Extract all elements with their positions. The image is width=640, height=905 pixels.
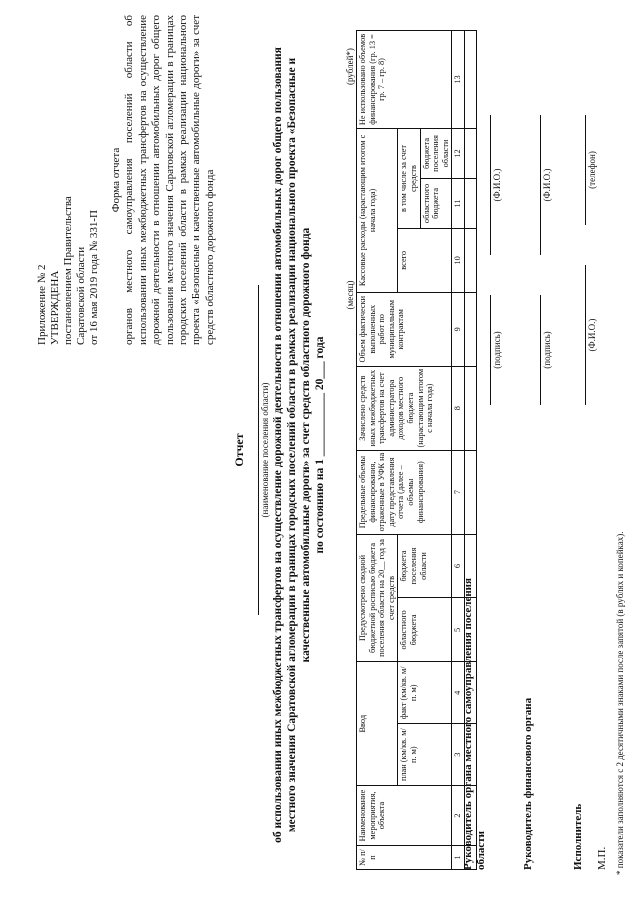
col-header-plan: план (км/кв. м/ п. м) — [398, 724, 452, 786]
footnote: * показатели заполняются с 2 десятичными знаками после запятой (в рублях и копейках). — [615, 531, 625, 875]
col-header-limits: Предельные объемы финансирования, отраженные в УФК на дату представления отчета (далее – объемы финансирования) — [357, 450, 452, 534]
col-num: 13 — [452, 31, 465, 129]
col-header-cash-obl: областного бюджета — [420, 178, 452, 228]
executor-fio-caption: (Ф.И.О.) — [587, 318, 597, 352]
col-header-budget-pos: бюджета поселения области — [398, 534, 452, 598]
month-caption: (месяц) — [345, 280, 355, 310]
col-num: 6 — [452, 534, 465, 598]
settlement-name-line — [258, 285, 259, 615]
col-header-credited: Зачислено средств иных межбюджетных трансфертов на счет администратора доходов местного бюджета (нарастающим итогом с начала года) — [357, 366, 452, 450]
fin-signature-line — [540, 295, 541, 405]
col-num: 5 — [452, 598, 465, 662]
report-title: Отчет — [232, 433, 246, 467]
approval-line: постановлением Правительства — [62, 196, 74, 345]
appendix-number: Приложение № 2 — [36, 264, 48, 345]
form-title-block — [110, 15, 217, 345]
col-header-budget-obl: областного бюджета — [398, 598, 452, 662]
col-header-volume: Объем фактически выполненных работ по муниципальным контрактам — [357, 292, 452, 366]
col-num: 10 — [452, 228, 465, 292]
col-num: 2 — [452, 786, 465, 846]
col-header-no: № п/п — [357, 846, 452, 870]
approval-line: от 16 мая 2019 года № 331-П — [88, 210, 100, 345]
units-label: (рублей*) — [345, 48, 355, 85]
col-num: 7 — [452, 450, 465, 534]
report-date-line: по состоянию на 1 ___________ 20___ года — [314, 336, 326, 554]
approved-label: УТВЕРЖДЕНА — [49, 270, 61, 345]
col-num: 3 — [452, 724, 465, 786]
col-num: 1 — [452, 846, 465, 870]
executor-title: Исполнитель — [572, 803, 584, 870]
col-header-cash: Кассовые расходы (нарастающим итогом с начала года) — [357, 128, 398, 292]
form-title-heading: Форма отчета — [110, 147, 122, 213]
col-num: 11 — [452, 178, 465, 228]
executor-fio-line — [585, 265, 586, 405]
col-num: 4 — [452, 662, 465, 724]
fin-fio-caption: (Ф.И.О.) — [542, 168, 552, 202]
head-signature-caption: (подпись) — [492, 331, 502, 369]
executor-phone-caption: (телефон) — [587, 151, 597, 189]
col-header-name: Наименование мероприятия, объекта — [357, 786, 452, 846]
col-header-fact: факт (км/кв. м/ п. м) — [398, 662, 452, 724]
report-table — [356, 30, 477, 870]
report-main-text: об использовании иных межбюджетных трансфертов на осуществление дорожной деятельности в отношении автомобильных дорог общего пользования местного значения Саратовской агломерации в границах городских поселений области в рамках реализации национального проекта «Безопасные и качественные автомобильные дороги» за счет средств областного дорожного фонда — [272, 47, 312, 843]
col-num: 9 — [452, 292, 465, 366]
fin-signature-caption: (подпись) — [542, 331, 552, 369]
col-num: 12 — [452, 128, 465, 178]
col-header-unused: Не использовано объемов финансирования (гр. 13 = гр. 7 – гр. 8) — [357, 31, 452, 129]
col-header-cash-pos: бюджета поселения области — [420, 128, 452, 178]
report-main-title — [271, 25, 327, 865]
col-header-budget: Предусмотрено сводной бюджетной росписью бюджета поселения области на 20__ год за счет средств — [357, 534, 398, 662]
fin-signature-title: Руководитель финансового органа — [522, 697, 534, 870]
form-title-body: органов местного самоуправления поселений области об использовании иных межбюджетных трансфертов на осуществление дорожной деятельности в отношении автомобильных дорог общего пользования местного значения Саратовской агломерации в границах городских поселений области в рамках реализации национального проекта «Безопасные и качественные автомобильные дороги» за счет средств областного дорожного фонда — [123, 15, 216, 345]
head-signature-line — [490, 295, 491, 405]
fin-fio-line — [540, 115, 541, 255]
col-header-input: Ввод — [357, 662, 398, 786]
executor-phone-line — [585, 115, 586, 225]
head-fio-line — [490, 115, 491, 255]
head-fio-caption: (Ф.И.О.) — [492, 168, 502, 202]
col-header-cash-incl: в том числе за счет средств — [398, 128, 420, 228]
col-num: 8 — [452, 366, 465, 450]
settlement-name-caption: (наименование поселения области) — [260, 382, 270, 518]
col-header-cash-total: всего — [398, 228, 452, 292]
approval-line: Саратовской области — [75, 246, 87, 345]
stamp-place: М.П. — [596, 846, 608, 870]
approval-block — [36, 25, 101, 345]
head-signature-title: Руководитель органа местного самоуправления поселения области — [462, 578, 487, 870]
